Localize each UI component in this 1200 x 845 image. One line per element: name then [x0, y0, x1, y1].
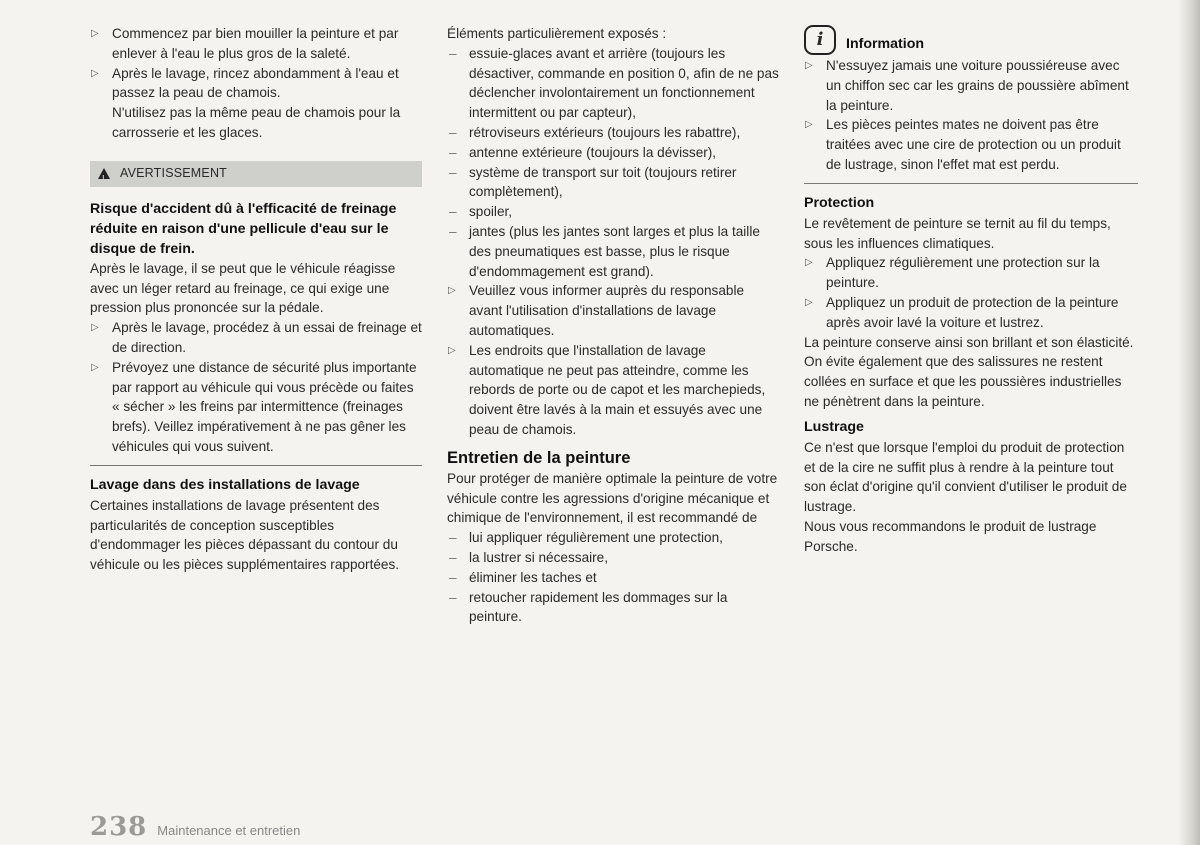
page-edge-shadow [1178, 0, 1200, 845]
warning-banner [90, 161, 422, 187]
note-text: N'utilisez pas la même peau de chamois pour la carrosserie et les glaces. [112, 105, 401, 140]
bullet-item: ▷ Veuillez vous informer auprès du responsable avant l'utilisation d'installations de lavage automatiques. [447, 281, 780, 340]
bullet-item: ▷ Les pièces peintes mates ne doivent pas être traitées avec une cire de protection ou un produit de lustrage, sinon l'effet mat est perdu. [804, 115, 1138, 174]
page-number: 238 [90, 812, 148, 842]
lustrage-text-2: Nous vous recommandons le produit de lustrage Porsche. [804, 518, 1097, 554]
warning-label: AVERTISSEMENT [120, 165, 228, 180]
divider [90, 465, 422, 466]
lustrage-text: Ce n'est que lorsque l'emploi du produit de protection et de la cire ne suffit plus à rendre à la peinture tout son éclat d'origine qu'il convient d'utiliser le produit de lustrage. [804, 439, 1127, 515]
divider [804, 183, 1138, 184]
dash-item: – système de transport sur toit (toujours retirer complètement), [447, 163, 780, 203]
warning-text: Après le lavage, il se peut que le véhicule réagisse avec un léger retard au freinage, ce qui exige une pression plus prononcée sur la pédale. [90, 260, 396, 316]
bullet-item: ▷ Appliquez un produit de protection de la peinture après avoir lavé la voiture et lustrez. [804, 293, 1138, 333]
bullet-item: ▷ Prévoyez une distance de sécurité plus importante par rapport au véhicule qui vous précède ou faites « sécher » les freins par intermittence (freinages brefs). Veillez impérativement à ne pas gêner les véhicules qui vous suivent. [90, 358, 422, 457]
dash-item: – retoucher rapidement les dommages sur la peinture. [447, 588, 780, 628]
lustrage-title: Lustrage [804, 418, 864, 435]
protection-title: Protection [804, 194, 875, 211]
bullet-item: ▷ Commencez par bien mouiller la peinture et par enlever à l'eau le plus gros de la saleté. [90, 24, 422, 64]
protection-text: Le revêtement de peinture se ternit au fil du temps, sous les influences climatiques. [804, 215, 1111, 251]
bullet-item: ▷ Après le lavage, rincez abondamment à l'eau et passez la peau de chamois. [90, 64, 422, 104]
page-footer [90, 812, 300, 842]
footer-section-label: Maintenance et entretien [157, 823, 301, 838]
column-left [90, 24, 422, 575]
warning-title: Risque d'accident dû à l'efficacité de freinage réduite en raison d'une pellicule d'eau sur le disque de frein. [90, 200, 397, 257]
section-text: Certaines installations de lavage présentent des particularités de conception susceptibles d'endommager les pièces dépassant du contour du véhicule ou les pièces supplémentaires rapportées. [90, 497, 400, 573]
dash-item: – spoiler, [447, 202, 780, 222]
warning-icon [98, 168, 110, 179]
section-title: Lavage dans des installations de lavage [90, 476, 360, 493]
section-heading: Entretien de la peinture [447, 448, 631, 467]
dash-item: – éliminer les taches et [447, 568, 780, 588]
dash-item: – la lustrer si nécessaire, [447, 548, 780, 568]
info-header [804, 24, 1138, 56]
dash-item: – jantes (plus les jantes sont larges et plus la taille des pneumatiques est basse, plus le risque d'endommagement est grand). [447, 222, 780, 281]
dash-item: – antenne extérieure (toujours la dévisser), [447, 143, 780, 163]
info-title: Information [846, 36, 925, 53]
lead-text: Éléments particulièrement exposés : [447, 26, 667, 41]
bullet-item: ▷ Les endroits que l'installation de lavage automatique ne peut pas atteindre, comme les rebords de porte ou de capot et les marchepieds, doivent être lavés à la main et essuyés avec une peau de chamois. [447, 341, 780, 440]
dash-item: – essuie-glaces avant et arrière (toujours les désactiver, commande en position 0, afin de ne pas déclencher involontairement un fonctionnement intermittent ou par capteur), [447, 44, 780, 123]
dash-item: – rétroviseurs extérieurs (toujours les rabattre), [447, 123, 780, 143]
paint-text: Pour protéger de manière optimale la peinture de votre véhicule contre les agressions d'origine mécanique et chimique de l'environnement, il est recommandé de [447, 470, 778, 526]
bullet-item: ▷ Après le lavage, procédez à un essai de freinage et de direction. [90, 318, 422, 358]
dash-item: – lui appliquer régulièrement une protection, [447, 528, 780, 548]
bullet-item: ▷ Appliquez régulièrement une protection sur la peinture. [804, 253, 1138, 293]
protection-text-2: La peinture conserve ainsi son brillant et son élasticité. On évite également que des salissures ne restent collées en surface et que les poussières industrielles ne pénètrent dans la peinture. [804, 334, 1134, 409]
column-right [804, 24, 1138, 557]
bullet-item: ▷ N'essuyez jamais une voiture poussiéreuse avec un chiffon sec car les grains de poussière abîment la peinture. [804, 56, 1138, 115]
column-middle [447, 24, 780, 627]
info-icon: i [804, 25, 836, 55]
